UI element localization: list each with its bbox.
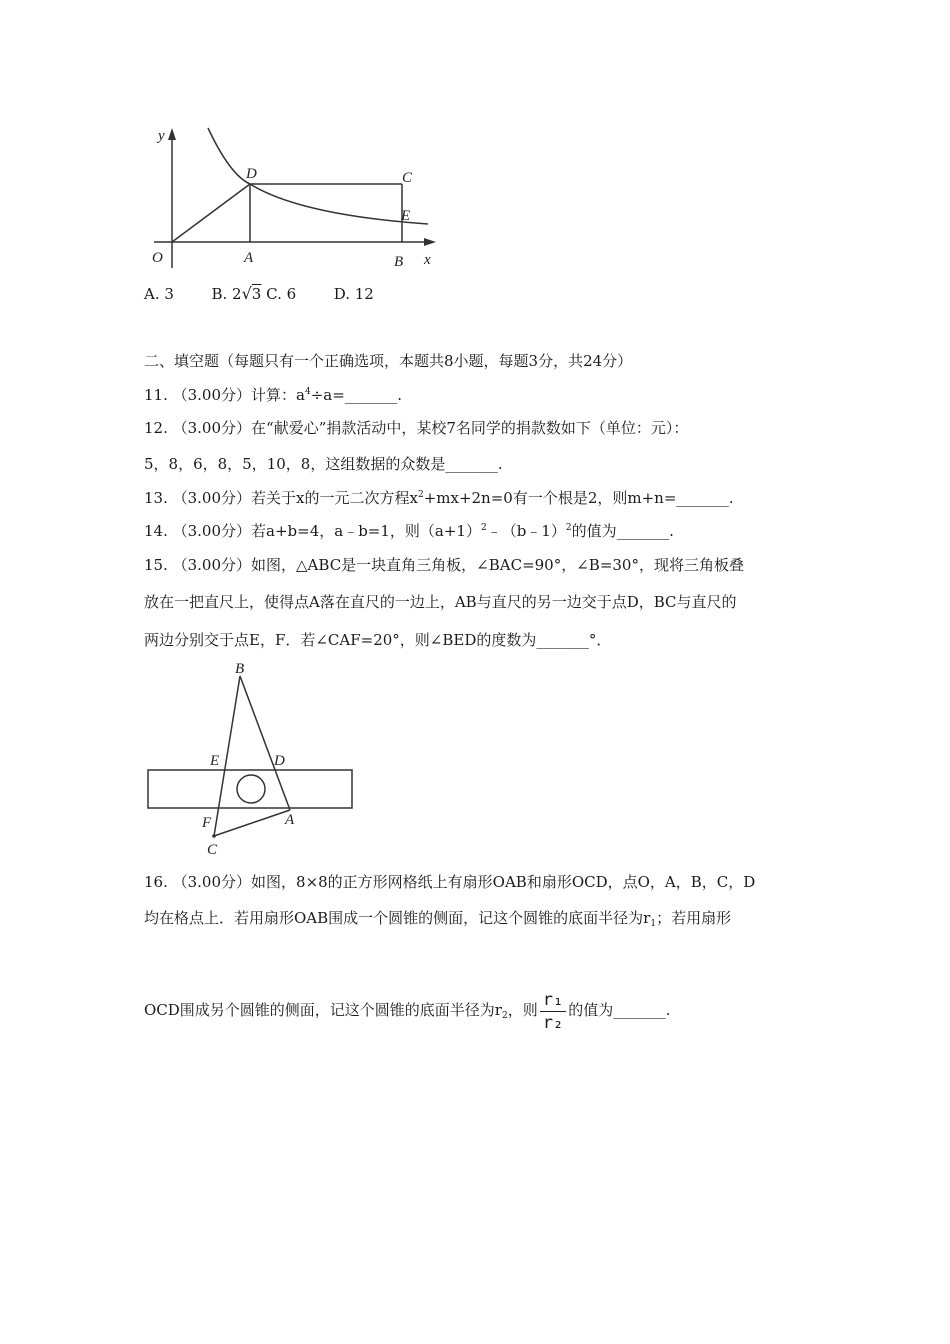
question-15-line3: 两边分别交于点E，F．若∠CAF=20°，则∠BED的度数为_______°． xyxy=(144,631,612,649)
fraction-r1-r2: $\frac{\text{r₁}}{\text{r₂}}$ xyxy=(540,989,566,1034)
figure-hyperbola-rectangle xyxy=(140,120,450,275)
question-14: 14. （3.00分）若a+b=4，a﹣b=1，则$(a+1)^2﹣(b﹣1)^2$的值为_______. xyxy=(144,522,674,540)
segment-od xyxy=(172,184,250,242)
question-11: 11. （3.00分）计算：$a^4\div a=\_\_\_\_\_\_\_$. xyxy=(144,386,403,404)
label-e: E xyxy=(210,753,220,769)
label-o: O xyxy=(152,250,163,266)
question-16-line3: OCD围成另个圆锥的侧面，记这个圆锥的底面半径为$r_2$，则 $\frac{\text{r₁}}{\text{r₂}}$ 的值为_______. xyxy=(144,989,671,1033)
label-c: C xyxy=(207,842,218,858)
question-15-line1: 15. （3.00分）如图，△ABC是一块直角三角板，∠BAC=90°，∠B=30°，现将三角板叠 xyxy=(144,556,744,574)
hyperbola-curve xyxy=(208,128,428,224)
label-c: C xyxy=(402,170,413,186)
point-c xyxy=(212,834,216,838)
label-x: x xyxy=(424,252,431,268)
y-axis-arrow xyxy=(168,128,176,140)
label-b: B xyxy=(394,254,404,270)
ruler-hole xyxy=(237,775,265,803)
q10-options xyxy=(144,284,374,304)
option-d: D. 12 xyxy=(333,285,374,303)
label-a: A xyxy=(244,250,254,266)
label-y: y xyxy=(158,128,165,144)
question-15-line2: 放在一把直尺上，使得点A落在直尺的一边上，AB与直尺的另一边交于点D，BC与直尺的 xyxy=(144,593,737,611)
question-16-line2: 均在格点上．若用扇形OAB围成一个圆锥的侧面，记这个圆锥的底面半径为$r_1$；若用扇形 xyxy=(144,909,732,929)
question-12-line2: 5，8，6，8，5，10，8，这组数据的众数是_______. xyxy=(144,455,503,473)
label-d: D xyxy=(274,753,285,769)
label-e: E xyxy=(401,208,411,224)
option-a: A. 3 xyxy=(144,285,174,303)
side-ca xyxy=(214,810,290,836)
section-heading: 二、填空题（每题只有一个正确选项，本题共8小题，每题3分，共24分） xyxy=(144,352,633,370)
question-16-line1: 16. （3.00分）如图，8×8的正方形网格纸上有扇形OAB和扇形OCD，点O，A，B，C，D xyxy=(144,873,756,891)
question-13: 13. （3.00分）若关于x的一元二次方程$x^2+mx+2n=0$有一个根是2，则m+n=_______. xyxy=(144,489,734,507)
option-c: C. 6 xyxy=(266,285,297,303)
x-axis-arrow xyxy=(424,238,436,246)
option-b: B. 2√3 xyxy=(211,284,262,303)
label-f: F xyxy=(202,815,212,831)
figure-triangle-ruler xyxy=(140,658,365,858)
question-12-line1: 12. （3.00分）在“献爱心”捐款活动中，某校7名同学的捐款数如下（单位：元）： xyxy=(144,419,689,437)
label-a: A xyxy=(285,812,295,828)
label-b: B xyxy=(235,661,245,677)
label-d: D xyxy=(246,166,257,182)
